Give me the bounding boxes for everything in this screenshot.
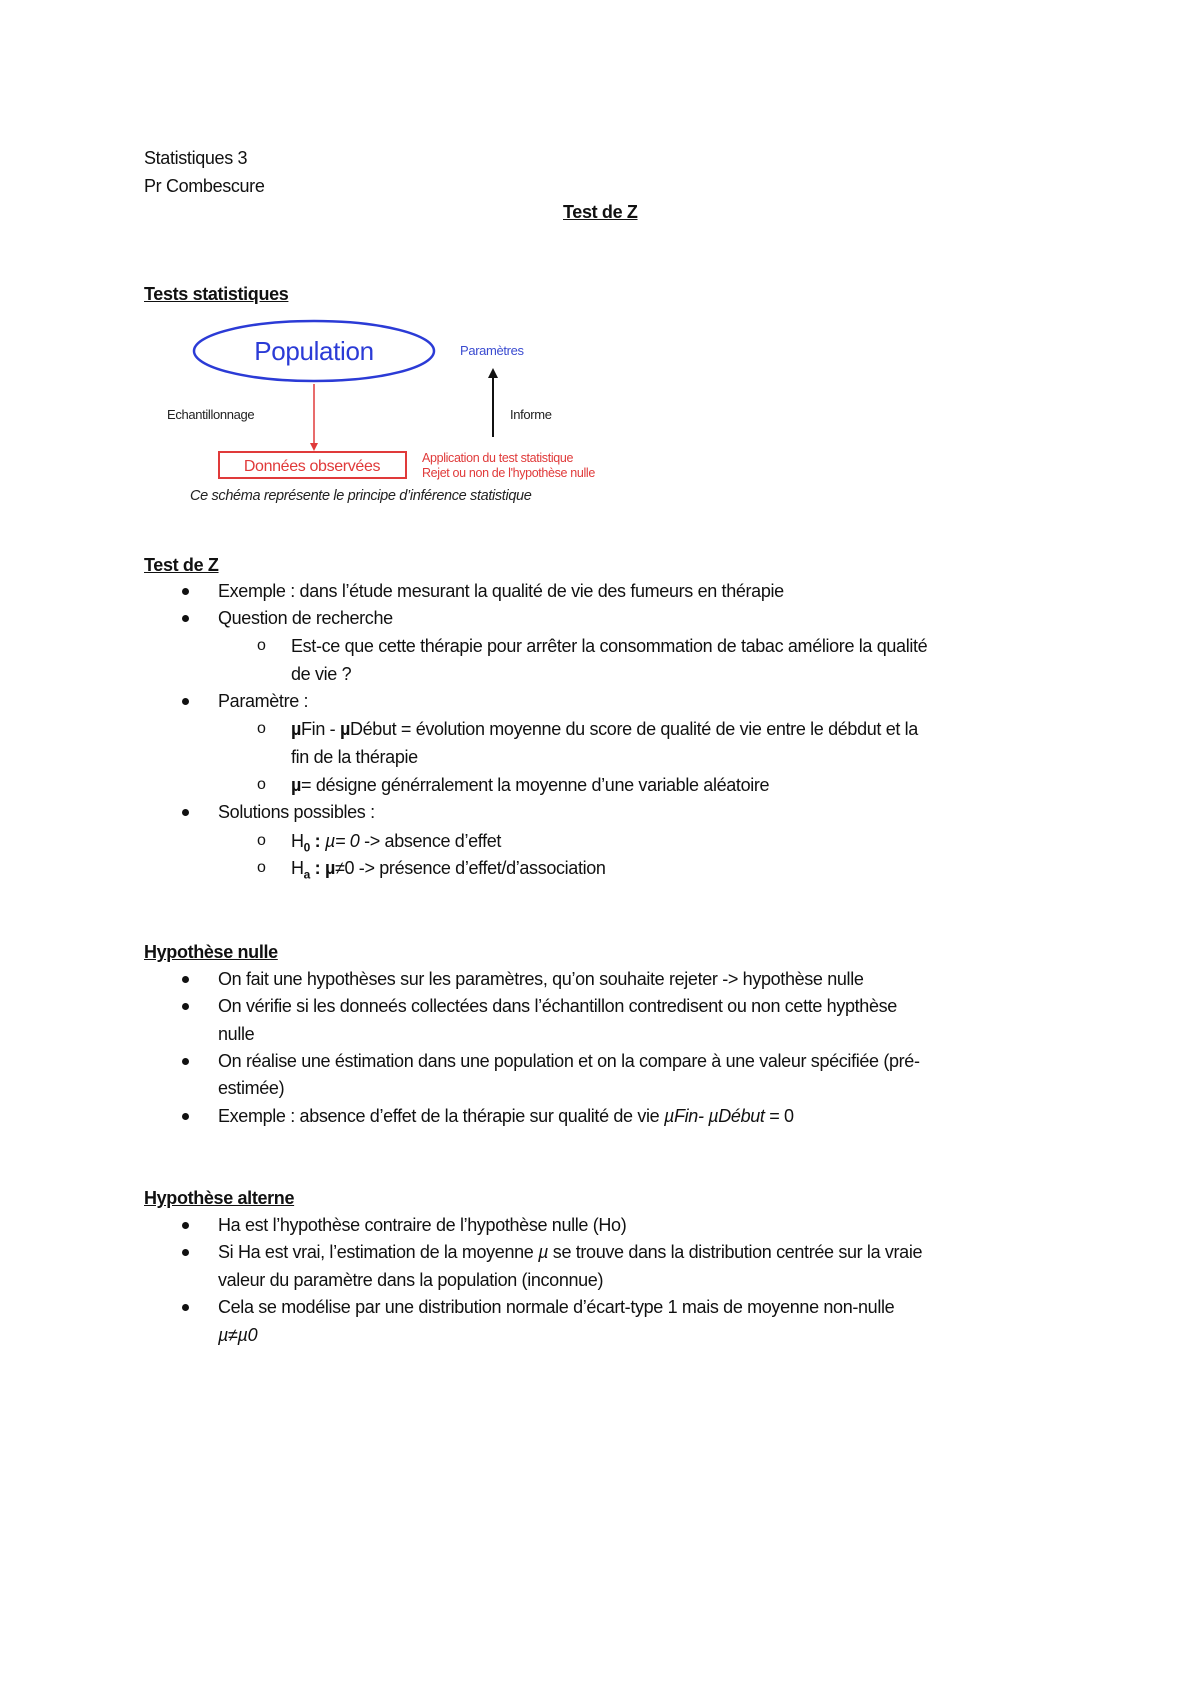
list-item: On vérifie si les donneés collectées dans l’échantillon contredisent ou non cette hypthèse bbox=[218, 996, 897, 1016]
list-item: $H_a$ : µ≠0 -> présence d’effet/d’association bbox=[291, 858, 606, 882]
parametres-label: Paramètres bbox=[460, 343, 524, 358]
list-item: estimée) bbox=[218, 1078, 285, 1098]
bullet-icon bbox=[182, 809, 189, 816]
list-item: valeur du paramètre dans la population (inconnue) bbox=[218, 1270, 604, 1290]
list-item: Est-ce que cette thérapie pour arrêter la consommation de tabac améliore la qualité bbox=[291, 636, 928, 656]
bullet-icon bbox=[182, 698, 189, 705]
list-item: de vie ? bbox=[291, 664, 352, 684]
sub-bullet-icon: o bbox=[257, 832, 266, 849]
diagram-caption: Ce schéma représente le principe d’inférence statistique bbox=[190, 488, 532, 504]
list-item: Solutions possibles : bbox=[218, 802, 375, 822]
application-label: Application du test statistique bbox=[422, 451, 574, 465]
heading-hypothese-alterne: Hypothèse alterne bbox=[144, 1188, 295, 1208]
list-item: On réalise une éstimation dans une population et on la compare à une valeur spécifiée (pré- bbox=[218, 1051, 920, 1071]
list-item: Si Ha est vrai, l’estimation de la moyenne µ se trouve dans la distribution centrée sur la vraie bbox=[218, 1242, 923, 1262]
list-item: Exemple : dans l’étude mesurant la qualité de vie des fumeurs en thérapie bbox=[218, 581, 784, 601]
bullet-icon bbox=[182, 1304, 189, 1311]
echantillonnage-label: Echantillonnage bbox=[167, 407, 255, 422]
heading-tests-statistiques: Tests statistiques bbox=[144, 284, 289, 304]
sub-bullet-icon: o bbox=[257, 637, 266, 654]
list-item: Ha est l’hypothèse contraire de l’hypothèse nulle (Ho) bbox=[218, 1215, 627, 1235]
list-item: fin de la thérapie bbox=[291, 747, 418, 767]
list-item: nulle bbox=[218, 1024, 255, 1044]
list-item: Paramètre : bbox=[218, 691, 309, 711]
list-item: On fait une hypothèses sur les paramètres, qu’on souhaite rejeter -> hypothèse nulle bbox=[218, 969, 864, 989]
bullet-icon bbox=[182, 1113, 189, 1120]
list-item: $H_0$ : µ= 0 -> absence d’effet bbox=[291, 831, 502, 855]
bullet-icon bbox=[182, 588, 189, 595]
list-item: Question de recherche bbox=[218, 608, 393, 628]
list-item: Exemple : absence d’effet de la thérapie sur qualité de vie µFin- µDébut = 0 bbox=[218, 1106, 794, 1126]
course-name: Statistiques 3 bbox=[144, 148, 248, 168]
arrow-up-icon bbox=[488, 368, 498, 378]
donnees-label: Données observées bbox=[243, 458, 381, 475]
page-title: Test de Z bbox=[563, 202, 638, 222]
bullet-icon bbox=[182, 1222, 189, 1229]
bullet-icon bbox=[182, 1003, 189, 1010]
population-label: Population bbox=[254, 336, 374, 366]
bullet-icon bbox=[182, 615, 189, 622]
list-item: µFin - µDébut = évolution moyenne du score de qualité de vie entre le débdut et la bbox=[291, 719, 918, 739]
rejet-label: Rejet ou non de l'hypothèse nulle bbox=[422, 466, 595, 480]
inference-diagram bbox=[0, 0, 1200, 520]
sub-bullet-icon: o bbox=[257, 776, 266, 793]
bullet-icon bbox=[182, 976, 189, 983]
heading-test-de-z: Test de Z bbox=[144, 555, 219, 575]
professor-name: Pr Combescure bbox=[144, 176, 265, 196]
list-item: µ= désigne générralement la moyenne d’une variable aléatoire bbox=[291, 775, 770, 795]
arrow-down-icon bbox=[310, 443, 318, 451]
heading-hypothese-nulle: Hypothèse nulle bbox=[144, 942, 278, 962]
sub-bullet-icon: o bbox=[257, 720, 266, 737]
list-item: µ≠µ0 bbox=[218, 1325, 258, 1345]
bullet-icon bbox=[182, 1058, 189, 1065]
informe-label: Informe bbox=[510, 407, 552, 422]
sub-bullet-icon: o bbox=[257, 859, 266, 876]
bullet-icon bbox=[182, 1249, 189, 1256]
list-item: Cela se modélise par une distribution normale d’écart-type 1 mais de moyenne non-nulle bbox=[218, 1297, 895, 1317]
